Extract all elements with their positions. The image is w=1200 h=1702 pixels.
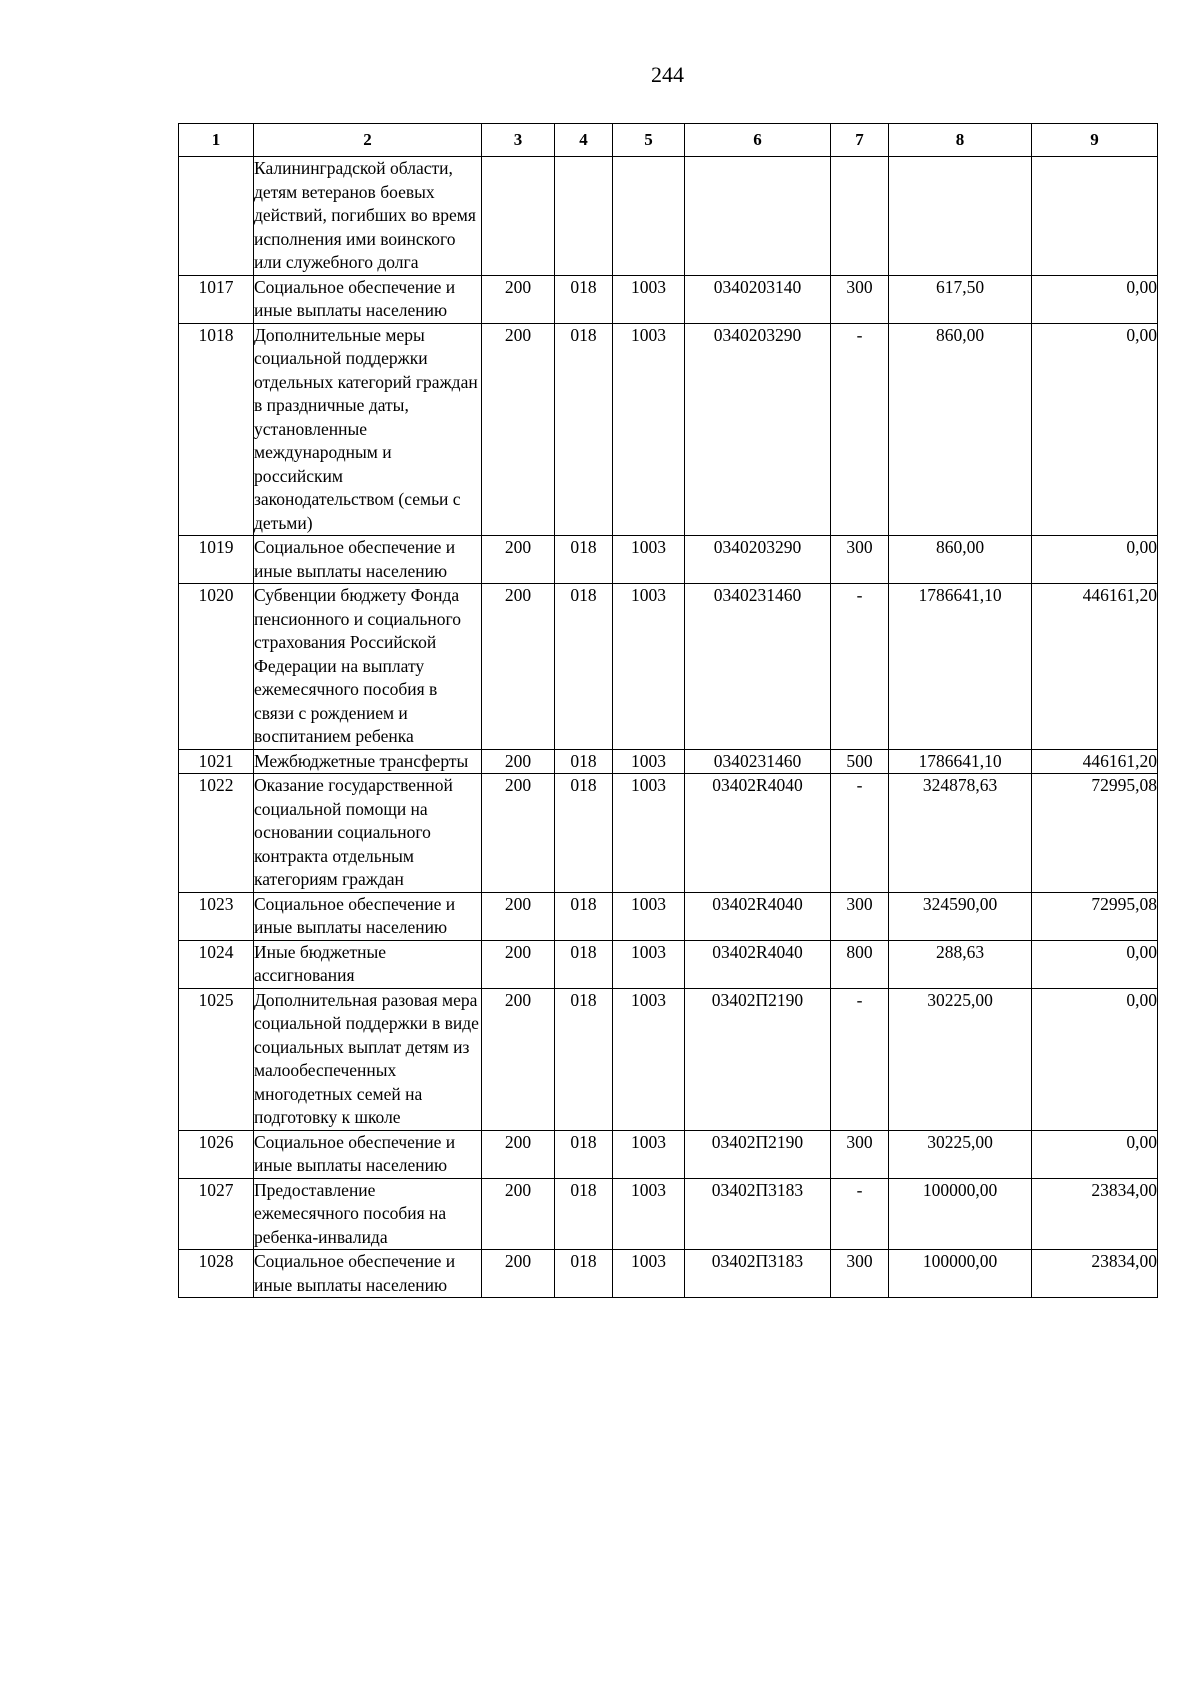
cell-code-3: 200 [482,584,555,750]
row-description: Дополнительные меры социальной поддержки отдельных категорий граждан в праздничные даты, установленные международным и российским законодательством (семьи с детьми) [254,323,482,536]
cell-code-3: 200 [482,774,555,893]
cell-code-6: 03402R4040 [685,940,831,988]
cell-amount-8: 324878,63 [889,774,1032,893]
row-description: Межбюджетные трансферты [254,749,482,774]
row-description: Предоставление ежемесячного пособия на ребенка-инвалида [254,1178,482,1250]
column-header: 8 [889,124,1032,157]
page-number: 244 [651,62,684,87]
cell-code-7: - [831,988,889,1130]
cell-code-4 [555,157,613,276]
cell-code-5: 1003 [613,749,685,774]
row-description: Социальное обеспечение и иные выплаты населению [254,1250,482,1298]
cell-code-6: 03402R4040 [685,892,831,940]
cell-code-6: 0340231460 [685,749,831,774]
cell-code-3: 200 [482,1130,555,1178]
row-description: Социальное обеспечение и иные выплаты населению [254,536,482,584]
cell-code-4: 018 [555,323,613,536]
row-description: Социальное обеспечение и иные выплаты населению [254,275,482,323]
cell-code-7: 800 [831,940,889,988]
table-row [179,892,1158,940]
cell-code-5 [613,157,685,276]
cell-amount-8: 100000,00 [889,1178,1032,1250]
cell-code-4: 018 [555,940,613,988]
table-row [179,323,1158,536]
cell-amount-9: 0,00 [1032,1130,1158,1178]
row-description: Дополнительная разовая мера социальной поддержки в виде социальных выплат детям из малообеспеченных многодетных семей на подготовку к школе [254,988,482,1130]
cell-amount-8: 860,00 [889,536,1032,584]
cell-amount-8: 30225,00 [889,988,1032,1130]
cell-code-3: 200 [482,275,555,323]
cell-code-4: 018 [555,1130,613,1178]
cell-amount-9: 0,00 [1032,536,1158,584]
cell-code-4: 018 [555,774,613,893]
cell-code-3: 200 [482,1178,555,1250]
cell-code-4: 018 [555,275,613,323]
cell-code-5: 1003 [613,584,685,750]
cell-amount-9: 23834,00 [1032,1250,1158,1298]
table-row [179,584,1158,750]
cell-code-7: - [831,323,889,536]
cell-amount-8: 100000,00 [889,1250,1032,1298]
cell-code-5: 1003 [613,536,685,584]
column-header: 3 [482,124,555,157]
cell-code-6: 0340203290 [685,323,831,536]
cell-amount-8: 1786641,10 [889,749,1032,774]
cell-code-4: 018 [555,1250,613,1298]
cell-code-7: 300 [831,1250,889,1298]
table-body [179,157,1158,1298]
table-row [179,774,1158,893]
cell-code-7: - [831,1178,889,1250]
cell-code-7: 300 [831,275,889,323]
cell-code-4: 018 [555,536,613,584]
row-number: 1028 [179,1250,254,1298]
cell-amount-9: 23834,00 [1032,1178,1158,1250]
cell-code-6: 0340203290 [685,536,831,584]
cell-code-5: 1003 [613,1130,685,1178]
cell-code-4: 018 [555,1178,613,1250]
cell-code-4: 018 [555,749,613,774]
column-header: 1 [179,124,254,157]
cell-amount-8: 324590,00 [889,892,1032,940]
cell-code-7: 500 [831,749,889,774]
row-number: 1027 [179,1178,254,1250]
row-description: Социальное обеспечение и иные выплаты населению [254,892,482,940]
cell-code-4: 018 [555,584,613,750]
cell-code-3: 200 [482,940,555,988]
cell-code-6: 0340203140 [685,275,831,323]
row-number: 1021 [179,749,254,774]
row-number [179,157,254,276]
row-description: Социальное обеспечение и иные выплаты населению [254,1130,482,1178]
row-description: Иные бюджетные ассигнования [254,940,482,988]
cell-code-6: 03402R4040 [685,774,831,893]
cell-amount-8 [889,157,1032,276]
table-row [179,1250,1158,1298]
cell-code-6: 03402П2190 [685,1130,831,1178]
cell-amount-8: 1786641,10 [889,584,1032,750]
cell-amount-9: 0,00 [1032,275,1158,323]
cell-amount-8: 617,50 [889,275,1032,323]
cell-code-5: 1003 [613,774,685,893]
cell-code-3: 200 [482,323,555,536]
table-row [179,940,1158,988]
cell-code-7: 300 [831,536,889,584]
row-number: 1024 [179,940,254,988]
cell-code-3: 200 [482,1250,555,1298]
column-header: 7 [831,124,889,157]
row-number: 1020 [179,584,254,750]
cell-code-7: - [831,584,889,750]
cell-amount-9: 446161,20 [1032,584,1158,750]
cell-code-5: 1003 [613,892,685,940]
row-number: 1026 [179,1130,254,1178]
row-number: 1017 [179,275,254,323]
cell-code-3 [482,157,555,276]
cell-code-6 [685,157,831,276]
row-number: 1018 [179,323,254,536]
cell-amount-9: 0,00 [1032,940,1158,988]
row-number: 1025 [179,988,254,1130]
cell-amount-9: 0,00 [1032,323,1158,536]
row-description: Субвенции бюджету Фонда пенсионного и социального страхования Российской Федерации на выплату ежемесячного пособия в связи с рождением и воспитанием ребенка [254,584,482,750]
table-row [179,988,1158,1130]
row-number: 1023 [179,892,254,940]
cell-amount-9: 72995,08 [1032,774,1158,893]
column-header: 4 [555,124,613,157]
cell-amount-8: 860,00 [889,323,1032,536]
cell-code-3: 200 [482,749,555,774]
cell-code-6: 03402П2190 [685,988,831,1130]
cell-code-6: 03402П3183 [685,1250,831,1298]
cell-code-5: 1003 [613,1250,685,1298]
cell-code-3: 200 [482,892,555,940]
cell-code-4: 018 [555,892,613,940]
column-header: 2 [254,124,482,157]
table-row [179,1178,1158,1250]
cell-amount-9: 0,00 [1032,988,1158,1130]
table-row [179,1130,1158,1178]
cell-amount-8: 288,63 [889,940,1032,988]
table-row [179,536,1158,584]
cell-code-3: 200 [482,536,555,584]
cell-amount-9: 72995,08 [1032,892,1158,940]
cell-code-5: 1003 [613,940,685,988]
cell-code-7: 300 [831,1130,889,1178]
cell-code-4: 018 [555,988,613,1130]
cell-amount-9: 446161,20 [1032,749,1158,774]
budget-table [178,123,1158,1298]
row-number: 1022 [179,774,254,893]
cell-amount-8: 30225,00 [889,1130,1032,1178]
row-description: Калининградской области, детям ветеранов боевых действий, погибших во время исполнения ими воинского или служебного долга [254,157,482,276]
cell-amount-9 [1032,157,1158,276]
cell-code-6: 03402П3183 [685,1178,831,1250]
column-header: 5 [613,124,685,157]
column-header: 9 [1032,124,1158,157]
table-header-row [179,124,1158,157]
cell-code-5: 1003 [613,275,685,323]
cell-code-3: 200 [482,988,555,1130]
row-number: 1019 [179,536,254,584]
cell-code-7 [831,157,889,276]
cell-code-5: 1003 [613,1178,685,1250]
cell-code-6: 0340231460 [685,584,831,750]
cell-code-5: 1003 [613,988,685,1130]
cell-code-5: 1003 [613,323,685,536]
row-description: Оказание государственной социальной помощи на основании социального контракта отдельным категориям граждан [254,774,482,893]
table-row [179,749,1158,774]
table-row [179,157,1158,276]
column-header: 6 [685,124,831,157]
table-row [179,275,1158,323]
cell-code-7: 300 [831,892,889,940]
cell-code-7: - [831,774,889,893]
